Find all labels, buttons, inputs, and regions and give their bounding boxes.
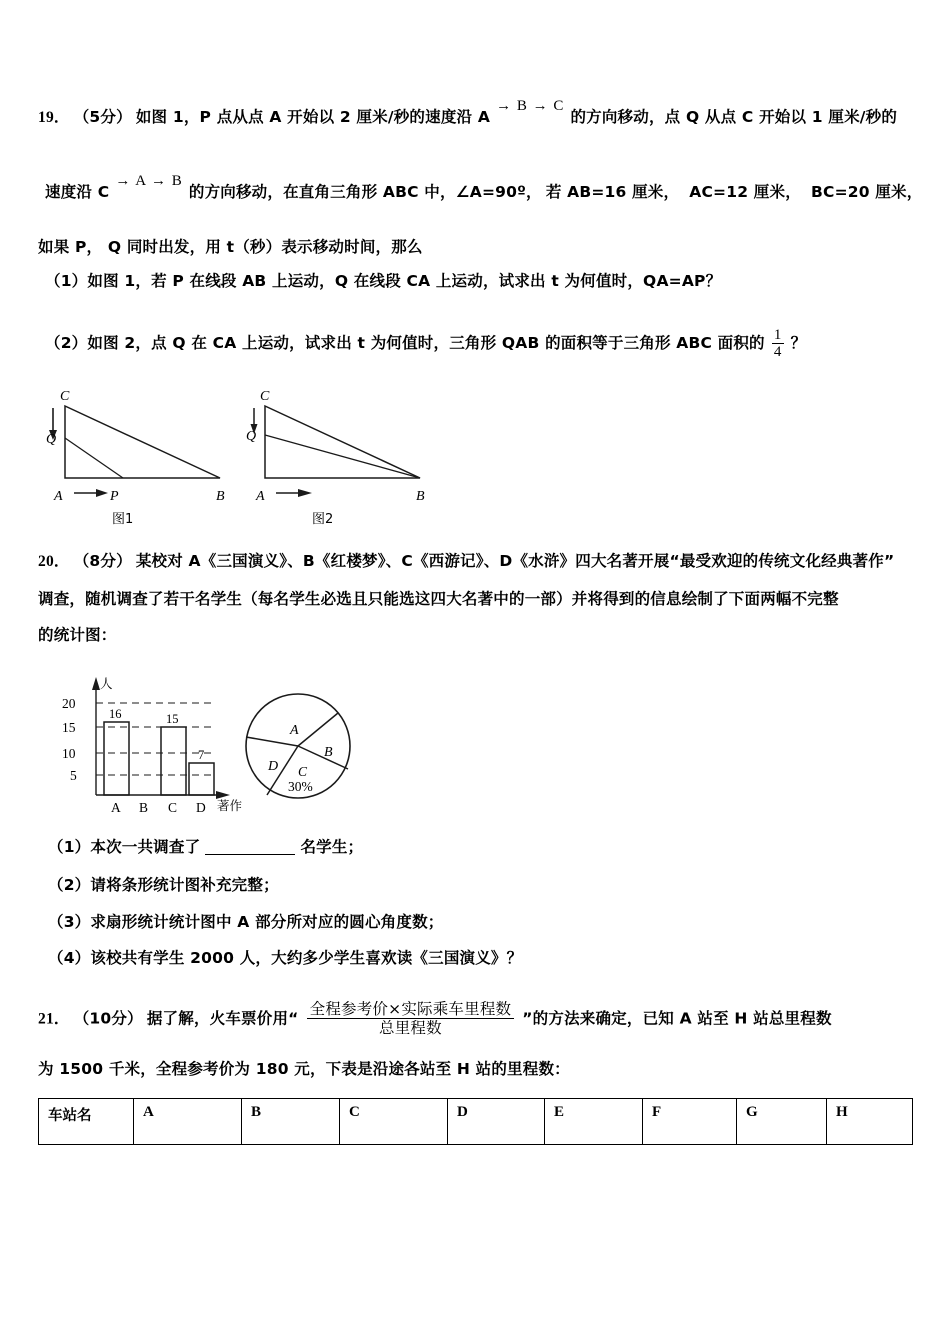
figure-2-drawing — [240, 378, 455, 506]
q21-line-2: 为 1500 千米，全程参考价为 180 元，下表是沿途各站至 H 站的里程数： — [38, 1060, 570, 1078]
figure-1-label-c: C — [60, 389, 70, 404]
pie-label-d: D — [268, 759, 279, 774]
figure-1-label-a: A — [54, 489, 63, 504]
q19-line-1-text-a: 如图 1，P 点从点 A 开始以 2 厘米/秒的速度沿 A — [135, 108, 491, 126]
q20-sub-question-4: （4）该校共有学生 2000 人，大约多少学生喜欢读《三国演义》？ — [48, 949, 523, 967]
q19-sub-2-text: （2）如图 2，点 Q 在 CA 上运动，试求出 t 为何值时，三角形 QAB 的面积等于三角形 ABC 面积的 — [45, 333, 765, 352]
q20-line-1 — [38, 552, 894, 571]
figure-1-caption: 图1 — [112, 512, 134, 527]
table-header-station-name: 车站名 — [39, 1099, 134, 1145]
table-row — [39, 1099, 913, 1145]
table-header-station-g: G — [737, 1099, 827, 1145]
pie-divider-d-a — [246, 737, 298, 746]
segment-qp — [65, 438, 123, 478]
q20-line-3: 的统计图： — [38, 626, 117, 644]
q19-side-bc: BC=20 厘米， — [810, 183, 923, 201]
y-tick-label-20: 20 — [62, 696, 76, 711]
q21-line-1 — [38, 1000, 832, 1038]
pie-label-a: A — [290, 723, 299, 738]
bar-c — [161, 727, 186, 795]
q19-path-expression-2: → A → B — [115, 173, 183, 189]
q20-line-2: 调查，随机调查了若干名学生（每名学生必选且只能选这四大名著中的一部）并将得到的信息绘制了下面两幅不完整 — [38, 590, 839, 608]
table-header-station-f: F — [643, 1099, 737, 1145]
y-tick-label-15: 15 — [62, 720, 76, 735]
pie-label-c: C — [298, 764, 308, 779]
bar-chart — [50, 666, 245, 821]
figure-1-label-p: P — [110, 489, 119, 504]
q19-figure-1 — [40, 378, 255, 528]
q20-number: 20． — [38, 553, 70, 570]
q19-line-3: 如果 P， Q 同时出发，用 t（秒）表示移动时间，那么 — [38, 238, 423, 256]
q19-line-1-text-b: 的方向移动，点 Q 从点 C 开始以 1 厘米/秒的 — [570, 108, 898, 126]
figure-2-caption: 图2 — [312, 512, 334, 527]
y-axis-arrow — [92, 677, 100, 690]
q21-number: 21． — [38, 1010, 70, 1028]
q19-sub-2-question-mark: ？ — [790, 333, 807, 352]
x-tick-label-a: A — [111, 800, 121, 815]
x-tick-label-c: C — [168, 800, 178, 815]
pie-label-c-percent: 30% — [288, 779, 313, 794]
q20-line-1-text: 某校对 A《三国演义》、B《红楼梦》、C《西游记》、D《水浒》四大名著开展“最受欢迎的传统文化经典著作” — [135, 552, 895, 570]
q19-figure-2 — [240, 378, 455, 528]
table-header-station-h: H — [827, 1099, 913, 1145]
q19-sub-question-2 — [45, 327, 806, 360]
bar-c-value-label: 15 — [166, 712, 179, 726]
x-tick-label-d: D — [196, 800, 206, 815]
fraction-numerator: 1 — [773, 327, 782, 343]
fraction-denominator: 4 — [773, 344, 782, 361]
bar-a-value-label: 16 — [109, 707, 122, 721]
q19-number: 19． — [38, 109, 70, 126]
y-tick-label-10: 10 — [62, 746, 76, 761]
table-header-station-d: D — [448, 1099, 545, 1145]
y-axis-unit-label: 人 — [100, 677, 113, 691]
table-header-station-a: A — [134, 1099, 242, 1145]
table-header-station-e: E — [545, 1099, 643, 1145]
x-axis-arrow — [216, 791, 230, 799]
fare-formula-fraction — [303, 1000, 519, 1038]
q20-sub-1-text-a: （1）本次一共调查了 — [48, 838, 201, 856]
q20-sub-question-3: （3）求扇形统计统计图中 A 部分所对应的圆心角度数； — [48, 913, 444, 931]
figure-2-label-a: A — [256, 489, 265, 504]
figure-1-label-b: B — [216, 489, 225, 504]
arrow-p-head — [96, 489, 108, 497]
figure-2-label-q: Q — [246, 429, 257, 444]
table-header-station-c: C — [340, 1099, 448, 1145]
q20-sub-question-2: （2）请将条形统计图补充完整； — [48, 876, 279, 894]
station-mileage-table — [38, 1098, 913, 1145]
q20-answer-blank-1[interactable] — [205, 839, 295, 855]
x-axis-name-label: 著作 — [217, 799, 243, 813]
q20-points: （8分） — [73, 552, 132, 570]
arrow-a-head — [298, 489, 312, 497]
q21-points: （10分） — [73, 1009, 143, 1028]
bar-d — [189, 763, 214, 795]
q19-line-1 — [38, 98, 898, 128]
bar-d-value-label: 7 — [198, 748, 205, 762]
q19-line-2 — [45, 173, 923, 203]
q20-sub-1-text-b: 名学生； — [300, 838, 364, 856]
fare-formula-denominator: 总里程数 — [379, 1019, 442, 1038]
pie-divider-a-b — [298, 713, 338, 746]
q20-sub-question-1 — [48, 838, 363, 857]
q19-side-ab: 若 AB=16 厘米， — [545, 183, 680, 201]
figure-1-label-q: Q — [46, 432, 57, 447]
bar-a — [104, 722, 129, 795]
bar-chart-drawing — [50, 666, 245, 821]
q21-line-1-text-b: ”的方法来确定，已知 A 站至 H 站总里程数 — [522, 1009, 832, 1028]
pie-chart — [240, 690, 375, 810]
x-tick-label-b: B — [139, 800, 149, 815]
q21-line-1-text-a: 据了解，火车票价用“ — [146, 1009, 299, 1028]
pie-chart-drawing — [240, 690, 375, 808]
q19-line-2-text-a: 速度沿 C — [45, 183, 110, 201]
fare-formula-numerator: 全程参考价×实际乘车里程数 — [307, 1000, 515, 1019]
q19-line-2-text-b: 的方向移动，在直角三角形 ABC 中，∠A=90º， — [188, 183, 542, 201]
triangle-abc-outline — [65, 406, 220, 478]
figure-1-drawing — [40, 378, 255, 506]
y-tick-label-5: 5 — [70, 768, 77, 783]
q19-sub-question-1: （1）如图 1，若 P 在线段 AB 上运动，Q 在线段 CA 上运动，试求出 t 为何值时，QA=AP？ — [45, 272, 722, 290]
table-header-station-b: B — [242, 1099, 340, 1145]
pie-label-b: B — [324, 745, 333, 760]
q19-path-expression-1: → B → C — [496, 98, 565, 114]
q19-points: （5分） — [73, 108, 132, 126]
fraction-one-quarter — [769, 327, 787, 360]
figure-2-label-c: C — [260, 389, 270, 404]
q19-side-ac: AC=12 厘米， — [689, 183, 801, 201]
figure-2-label-b: B — [416, 489, 425, 504]
